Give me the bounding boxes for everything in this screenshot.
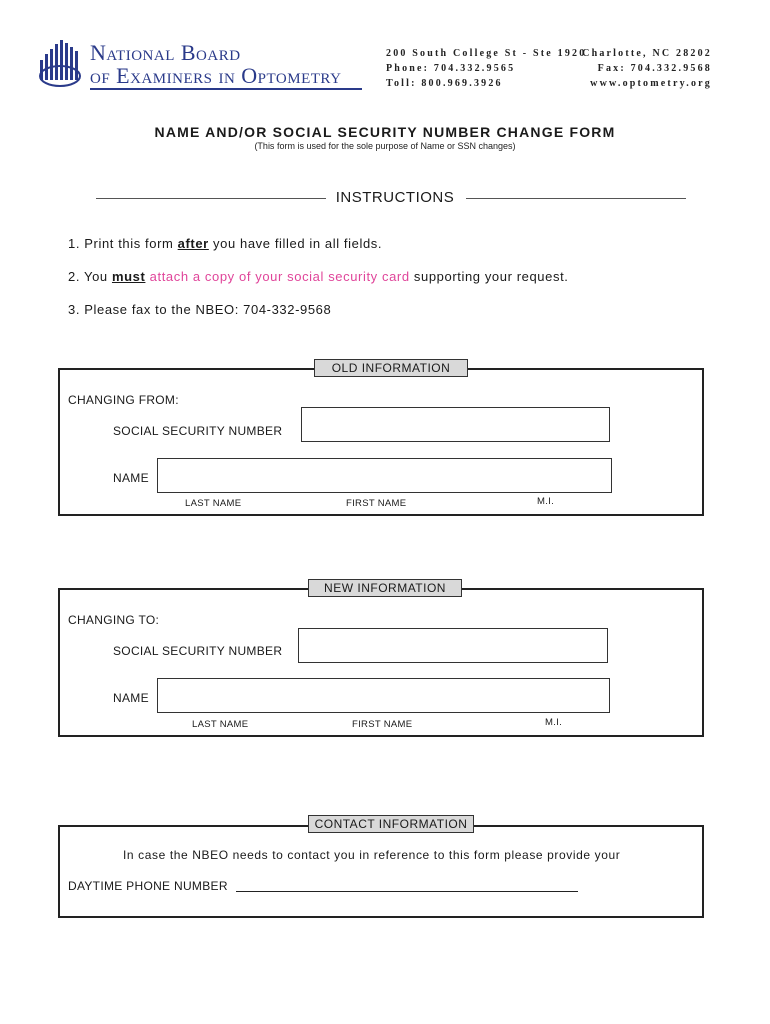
instruction-2-suffix: supporting your request. [409, 269, 569, 284]
instruction-1-text: 1. Print this form [68, 236, 178, 251]
new-name-input[interactable] [158, 679, 609, 712]
instruction-1-emphasis: after [177, 236, 209, 251]
logo-mark-icon [38, 38, 88, 90]
old-name-field[interactable] [157, 458, 612, 493]
logo-underline [90, 88, 362, 90]
instruction-1-suffix: you have filled in all fields. [208, 236, 383, 251]
address-phone: Phone: 704.332.9565 [386, 63, 516, 74]
contact-instruction-text: In case the NBEO needs to contact you in reference to this form please provide your [123, 848, 621, 862]
address-city: Charlotte, NC 28202 [582, 48, 712, 59]
new-last-name-caption: LAST NAME [192, 719, 249, 730]
daytime-phone-field[interactable] [236, 879, 578, 892]
instruction-item-3: 3. Please fax to the NBEO: 704-332-9568 [68, 302, 332, 317]
old-information-label: OLD INFORMATION [314, 359, 468, 377]
old-changing-from-heading: CHANGING FROM: [68, 393, 179, 407]
old-ssn-input[interactable] [302, 408, 609, 441]
instructions-title: INSTRUCTIONS [335, 189, 455, 206]
instruction-2-highlight: attach a copy of your social security card [145, 269, 410, 284]
instructions-rule-left [96, 198, 326, 199]
logo-line2: of Examiners in Optometry [90, 63, 342, 88]
new-changing-to-heading: CHANGING TO: [68, 613, 160, 627]
logo-line1: National Board [90, 40, 241, 65]
old-ssn-field[interactable] [301, 407, 610, 442]
contact-information-label: CONTACT INFORMATION [308, 815, 474, 833]
new-mi-caption: M.I. [545, 717, 563, 728]
old-last-name-caption: LAST NAME [185, 498, 242, 509]
old-name-input[interactable] [158, 459, 611, 492]
address-fax: Fax: 704.332.9568 [597, 63, 712, 74]
old-name-label: NAME [113, 471, 149, 485]
address-website: www.optometry.org [590, 78, 712, 89]
instruction-2-emphasis: must [111, 269, 146, 284]
new-ssn-field[interactable] [298, 628, 608, 663]
old-ssn-label: SOCIAL SECURITY NUMBER [113, 424, 283, 438]
address-street: 200 South College St - Ste 1920 [386, 48, 587, 59]
new-ssn-input[interactable] [299, 629, 607, 662]
instructions-rule-right [466, 198, 686, 199]
old-first-name-caption: FIRST NAME [346, 498, 407, 509]
new-name-field[interactable] [157, 678, 610, 713]
contact-information-box [58, 825, 704, 918]
old-information-box [58, 368, 704, 516]
daytime-phone-label: DAYTIME PHONE NUMBER [68, 879, 228, 893]
new-name-label: NAME [113, 691, 149, 705]
new-ssn-label: SOCIAL SECURITY NUMBER [113, 644, 283, 658]
instruction-2-text: 2. You [68, 269, 112, 284]
new-first-name-caption: FIRST NAME [352, 719, 413, 730]
address-toll: Toll: 800.969.3926 [386, 78, 503, 89]
new-information-label: NEW INFORMATION [308, 579, 462, 597]
instruction-item-1 [68, 236, 382, 251]
form-subtitle: (This form is used for the sole purpose of Name or SSN changes) [254, 141, 516, 151]
old-mi-caption: M.I. [537, 496, 555, 507]
nbeo-logo [38, 38, 368, 98]
form-title: NAME AND/OR SOCIAL SECURITY NUMBER CHANGE FORM [154, 124, 616, 140]
instruction-item-2 [68, 269, 569, 284]
